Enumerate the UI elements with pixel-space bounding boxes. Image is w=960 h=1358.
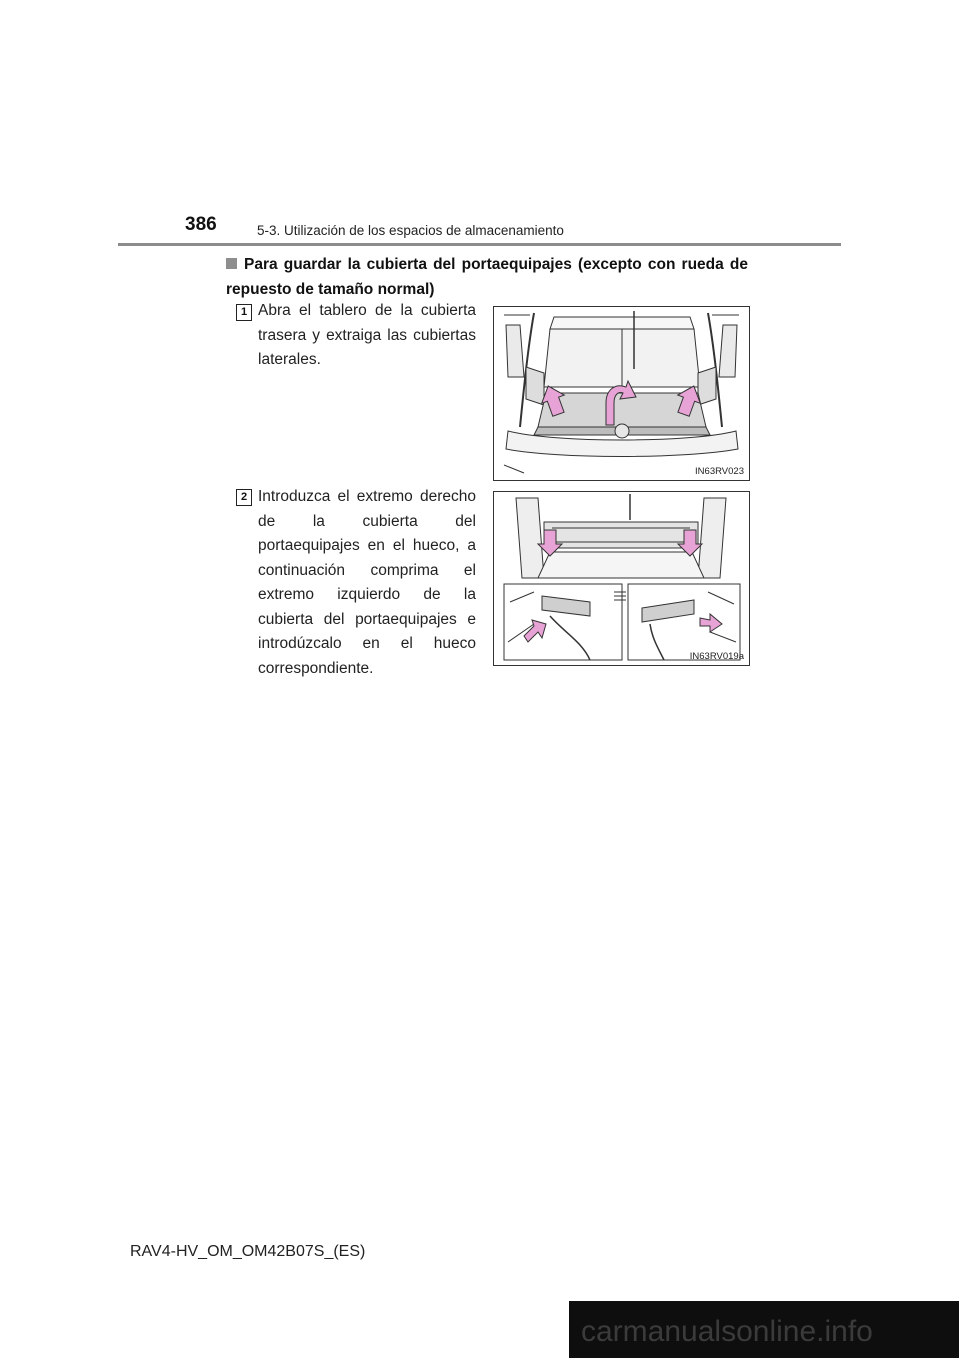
watermark-logo <box>569 1301 959 1358</box>
step-1-text: Abra el tablero de la cubierta trasera y extraiga las cubiertas laterales. <box>258 302 476 368</box>
section-heading <box>226 252 748 302</box>
header-divider <box>118 243 841 246</box>
cargo-cover-removal-drawing <box>494 307 749 480</box>
square-bullet-icon <box>226 258 237 269</box>
section-title: 5-3. Utilización de los espacios de almacenamiento <box>257 223 564 238</box>
cargo-cover-storage-drawing <box>494 492 749 665</box>
figure-code-1: IN63RV023 <box>695 466 744 477</box>
figure-code-2: IN63RV019a <box>689 651 744 662</box>
page-number: 386 <box>185 214 217 235</box>
step-2-badge: 2 <box>236 489 252 506</box>
svg-text:carmanualsonline.info: carmanualsonline.info <box>581 1315 873 1348</box>
section-heading-text: Para guardar la cubierta del portaequipajes (excepto con rueda de repuesto de tamaño normal) <box>226 256 748 298</box>
watermark-logo-text <box>569 1301 959 1358</box>
step-1-badge: 1 <box>236 304 252 321</box>
step-2-illustration <box>493 491 750 666</box>
step-1-illustration <box>493 306 750 481</box>
step-2-text: Introduzca el extremo derecho de la cubierta del portaequipajes en el hueco, a continuación comprima el extremo izquierdo de la cubierta del portaequipajes e introdúzcalo en el hueco correspondiente. <box>258 488 476 677</box>
document-id: RAV4-HV_OM_OM42B07S_(ES) <box>130 1243 366 1260</box>
